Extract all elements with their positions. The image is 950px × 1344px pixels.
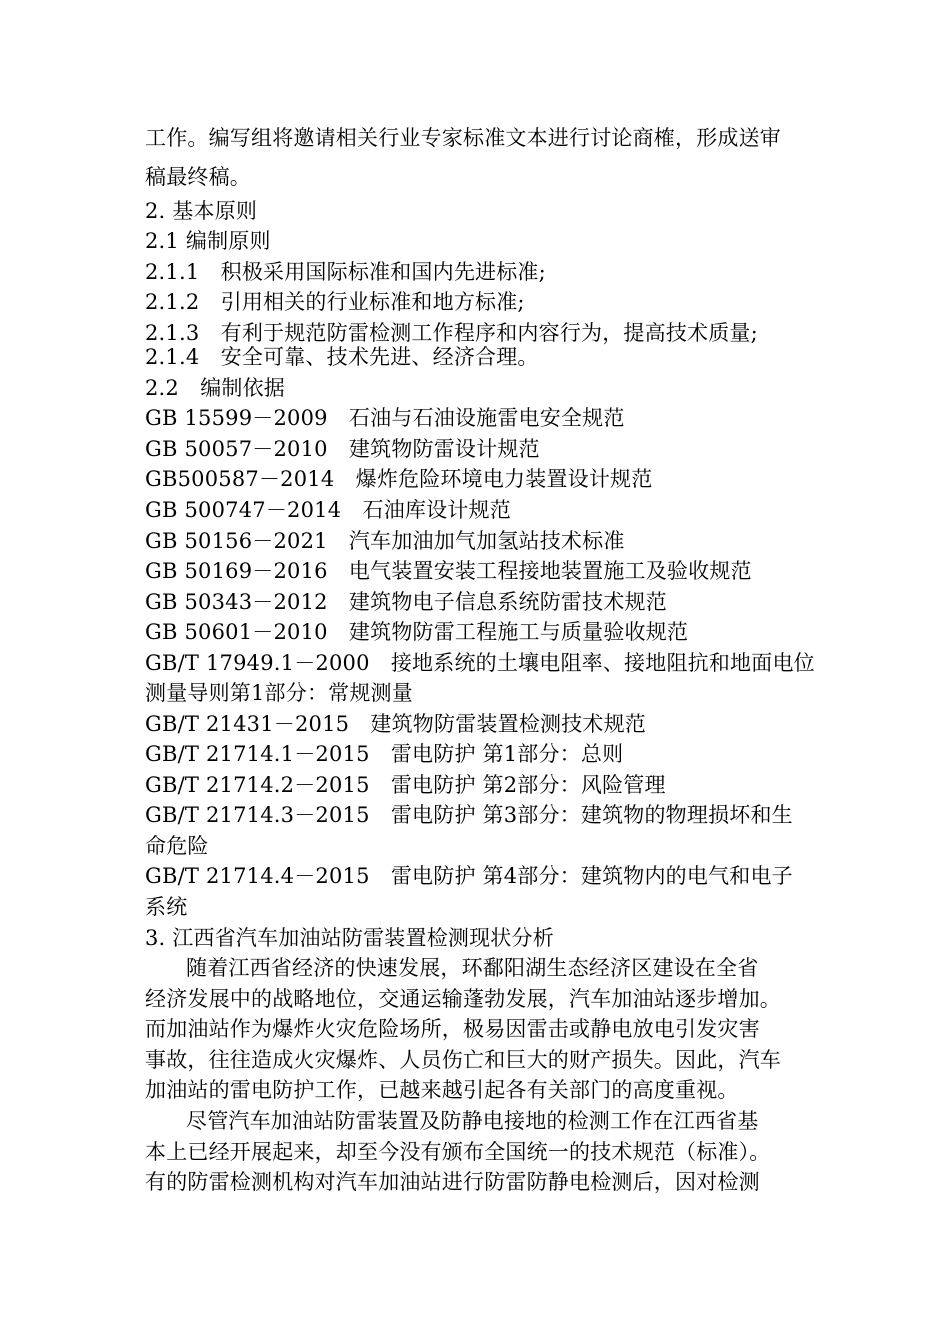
paragraph-2-line: 尽管汽车加油站防雷装置及防静电接地的检测工作在江西省基 (186, 1109, 759, 1133)
reference-item: GB 15599－2009 石油与石油设施雷电安全规范 (145, 406, 625, 430)
intro-line-2: 稿最终稿。 (145, 165, 251, 189)
section-2-heading: 2. 基本原则 (145, 199, 258, 223)
paragraph-1-line: 而加油站作为爆炸火灾危险场所，极易因雷击或静电放电引发灾害 (145, 1017, 760, 1041)
reference-item: GB/T 21431－2015 建筑物防雷装置检测技术规范 (145, 712, 647, 736)
reference-item-continued: 系统 (145, 895, 188, 919)
paragraph-1-line: 事故，往往造成火灾爆炸、人员伤亡和巨大的财产损失。因此，汽车 (145, 1048, 781, 1072)
intro-line-1: 工作。编写组将邀请相关行业专家标准文本进行讨论商榷，形成送审 (145, 126, 781, 150)
reference-item: GB/T 21714.3－2015 雷电防护 第3部分：建筑物的物理损坏和生 (145, 803, 793, 827)
reference-item: GB 500747－2014 石油库设计规范 (145, 498, 511, 522)
reference-item: GB 50601－2010 建筑物防雷工程施工与质量验收规范 (145, 620, 689, 644)
paragraph-1-line: 加油站的雷电防护工作，已越来越引起各有关部门的高度重视。 (145, 1078, 739, 1102)
reference-item: GB/T 21714.4－2015 雷电防护 第4部分：建筑物内的电气和电子 (145, 864, 793, 888)
reference-item-continued: 测量导则第1部分：常规测量 (145, 681, 413, 705)
section-2-2-heading: 2.2 编制依据 (145, 376, 285, 400)
paragraph-2-line: 本上已经开展起来，却至今没有颁布全国统一的技术规范（标准）。 (145, 1140, 771, 1164)
paragraph-2-line: 有的防雷检测机构对汽车加油站进行防雷防静电检测后，因对检测 (145, 1170, 760, 1194)
principle-item: 2.1.1 积极采用国际标准和国内先进标准; (145, 260, 546, 284)
reference-item: GB 50057－2010 建筑物防雷设计规范 (145, 437, 540, 461)
reference-item-continued: 命危险 (145, 834, 209, 858)
reference-item: GB500587－2014 爆炸危险环境电力装置设计规范 (145, 467, 653, 491)
section-2-1-heading: 2.1 编制原则 (145, 229, 271, 253)
reference-item: GB 50169－2016 电气装置安装工程接地装置施工及验收规范 (145, 559, 752, 583)
principle-item: 2.1.2 引用相关的行业标准和地方标准; (145, 290, 525, 314)
reference-item: GB/T 17949.1－2000 接地系统的土壤电阻率、接地阻抗和地面电位 (145, 651, 815, 675)
paragraph-1-line: 随着江西省经济的快速发展，环鄱阳湖生态经济区建设在全省 (186, 956, 759, 980)
principle-item: 2.1.3 有利于规范防雷检测工作程序和内容行为，提高技术质量; (145, 321, 758, 345)
reference-item: GB 50156－2021 汽车加油加气加氢站技术标准 (145, 529, 625, 553)
principle-item: 2.1.4 安全可靠、技术先进、经济合理。 (145, 345, 539, 369)
reference-item: GB/T 21714.1－2015 雷电防护 第1部分：总则 (145, 742, 624, 766)
paragraph-1-line: 经济发展中的战略地位，交通运输蓬勃发展，汽车加油站逐步增加。 (145, 987, 781, 1011)
reference-item: GB/T 21714.2－2015 雷电防护 第2部分：风险管理 (145, 773, 666, 797)
reference-item: GB 50343－2012 建筑物电子信息系统防雷技术规范 (145, 590, 667, 614)
section-3-heading: 3. 江西省汽车加油站防雷装置检测现状分析 (145, 926, 554, 950)
